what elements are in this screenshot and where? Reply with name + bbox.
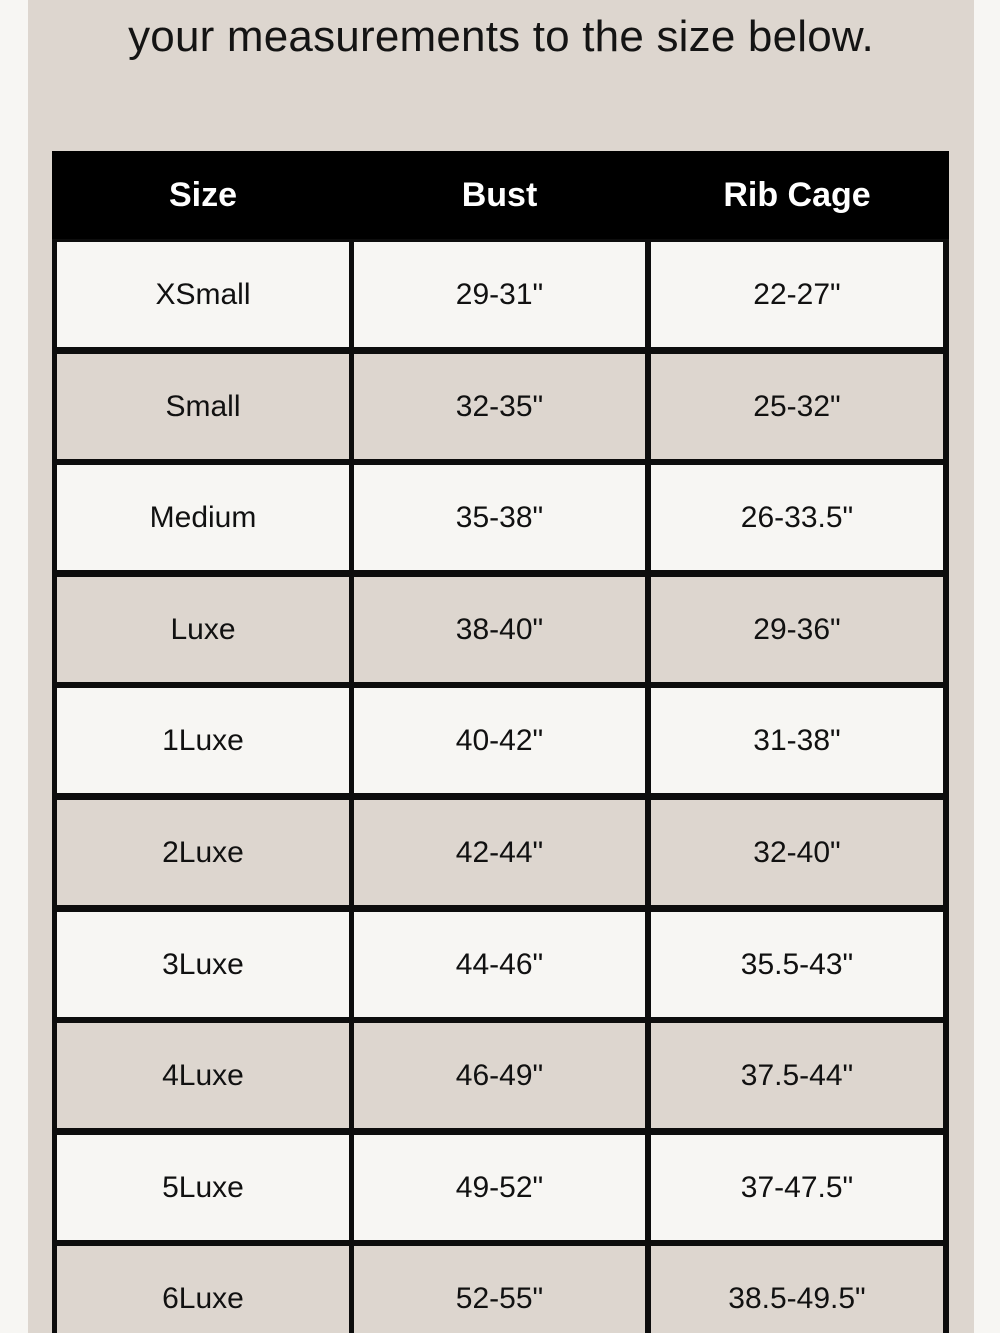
table-row: [52, 1020, 949, 1132]
table-row: [52, 797, 949, 909]
bust-cell: 29-31": [354, 242, 645, 347]
rib-cage-cell: 22-27": [651, 242, 943, 347]
table-row: [52, 909, 949, 1021]
table-row: [52, 351, 949, 463]
table-row: [52, 462, 949, 574]
bust-cell: 52-55": [354, 1246, 645, 1333]
table-body: [52, 239, 949, 1333]
table-row: [52, 239, 949, 351]
rib-cage-cell: 37.5-44": [651, 1023, 943, 1128]
bust-cell: 35-38": [354, 465, 645, 570]
bust-cell: 46-49": [354, 1023, 645, 1128]
size-cell: 3Luxe: [57, 912, 349, 1017]
table-row: [52, 574, 949, 686]
size-cell: Small: [57, 354, 349, 459]
rib-cage-cell: 26-33.5": [651, 465, 943, 570]
rib-cage-cell: 29-36": [651, 577, 943, 682]
rib-cage-cell: 32-40": [651, 800, 943, 905]
size-cell: 4Luxe: [57, 1023, 349, 1128]
table-row: [52, 1132, 949, 1244]
size-cell: Luxe: [57, 577, 349, 682]
bust-cell: 44-46": [354, 912, 645, 1017]
rib-cage-cell: 35.5-43": [651, 912, 943, 1017]
size-cell: 5Luxe: [57, 1135, 349, 1240]
size-cell: XSmall: [57, 242, 349, 347]
header-bust: Bust: [461, 176, 538, 214]
header-rib-cage: Rib Cage: [723, 176, 871, 214]
bust-cell: 42-44": [354, 800, 645, 905]
bust-cell: 40-42": [354, 688, 645, 793]
table-row: [52, 1243, 949, 1333]
rib-cage-cell: 31-38": [651, 688, 943, 793]
rib-cage-cell: 25-32": [651, 354, 943, 459]
size-cell: 6Luxe: [57, 1246, 349, 1333]
rib-cage-cell: 38.5-49.5": [651, 1246, 943, 1333]
table-row: [52, 685, 949, 797]
rib-cage-cell: 37-47.5": [651, 1135, 943, 1240]
size-guide-panel: [28, 0, 974, 1333]
size-cell: 1Luxe: [57, 688, 349, 793]
size-chart-table: [52, 151, 949, 1333]
size-cell: 2Luxe: [57, 800, 349, 905]
size-cell: Medium: [57, 465, 349, 570]
intro-text: your measurements to the size below.: [128, 12, 874, 61]
table-header-row: [52, 151, 949, 239]
bust-cell: 38-40": [354, 577, 645, 682]
header-size: Size: [168, 176, 238, 214]
bust-cell: 49-52": [354, 1135, 645, 1240]
bust-cell: 32-35": [354, 354, 645, 459]
